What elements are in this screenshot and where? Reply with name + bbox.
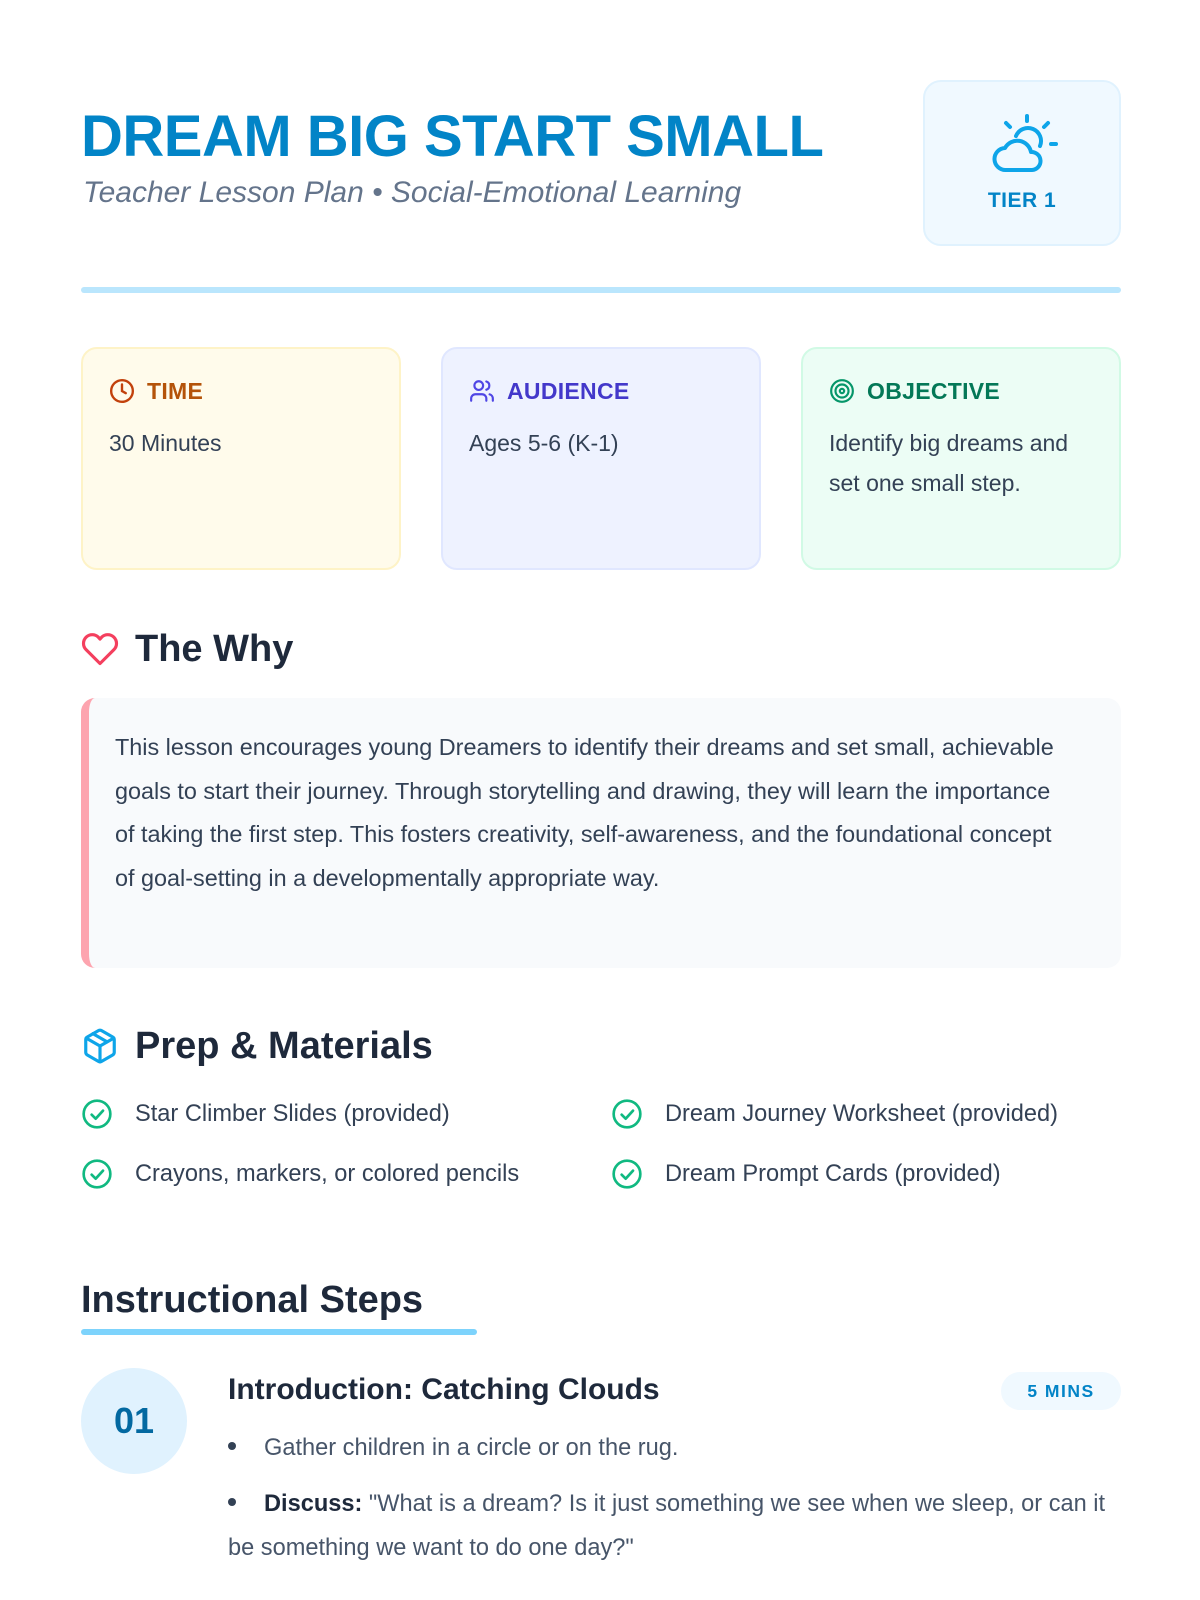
material-item — [81, 1098, 450, 1130]
step-bullet — [228, 1483, 1121, 1570]
step-title: Introduction: Catching Clouds — [228, 1373, 660, 1406]
users-icon — [469, 378, 495, 404]
page-title: DREAM BIG START SMALL — [81, 104, 824, 169]
heart-icon — [81, 630, 119, 668]
bullet-lead: Discuss: — [264, 1491, 363, 1517]
time-value: 30 Minutes — [109, 430, 222, 456]
objective-card — [801, 347, 1121, 570]
sun-cloud-icon — [989, 112, 1059, 176]
bullet-dot — [228, 1498, 236, 1506]
why-heading — [81, 630, 293, 668]
steps-underline — [81, 1329, 477, 1335]
material-item — [81, 1158, 519, 1190]
page-subtitle: Teacher Lesson Plan • Social-Emotional Learning — [83, 176, 742, 209]
material-label: Star Climber Slides (provided) — [135, 1100, 450, 1127]
material-item — [611, 1158, 1001, 1190]
tier-label: TIER 1 — [987, 189, 1057, 212]
check-circle-icon — [81, 1098, 113, 1130]
material-label: Crayons, markers, or colored pencils — [135, 1160, 520, 1187]
audience-value: Ages 5-6 (K-1) — [469, 430, 619, 456]
objective-label: OBJECTIVE — [867, 377, 1001, 404]
step-duration-badge: 5 MINS — [1001, 1372, 1121, 1410]
step-number: 01 — [81, 1368, 187, 1474]
check-circle-icon — [611, 1158, 643, 1190]
materials-heading — [81, 1027, 433, 1065]
time-card — [81, 347, 401, 570]
bullet-text: Gather children in a circle or on the rug. — [264, 1435, 679, 1461]
time-label: TIME — [147, 377, 204, 404]
target-icon — [829, 378, 855, 404]
clock-icon — [109, 378, 135, 404]
box-icon — [81, 1027, 119, 1065]
step-bullet — [228, 1427, 1121, 1471]
header-divider — [81, 287, 1121, 293]
objective-value: Identify big dreams and set one small step. — [829, 430, 1069, 496]
material-label: Dream Journey Worksheet (provided) — [665, 1100, 1058, 1127]
why-title: The Why — [135, 628, 294, 670]
audience-label: AUDIENCE — [507, 377, 630, 404]
material-label: Dream Prompt Cards (provided) — [665, 1160, 1001, 1187]
materials-title: Prep & Materials — [135, 1025, 433, 1067]
bullet-dot — [228, 1442, 236, 1450]
page-header — [81, 80, 1121, 246]
steps-title: Instructional Steps — [81, 1279, 424, 1321]
why-callout: This lesson encourages young Dreamers to identify their dreams and set small, achievable goals to start their journey. Through storytelling and drawing, they will learn the importance of taking the first step. This fosters creativity, self-awareness, and the foundational concept of goal-setting in a developmentally appropriate way. — [81, 698, 1121, 968]
check-circle-icon — [81, 1158, 113, 1190]
check-circle-icon — [611, 1098, 643, 1130]
bullet-text: "What is a dream? Is it just something we see when we sleep, or can it be something we want to do one day?" — [228, 1491, 1106, 1561]
tier-badge — [923, 80, 1121, 246]
audience-card — [441, 347, 761, 570]
material-item — [611, 1098, 1058, 1130]
